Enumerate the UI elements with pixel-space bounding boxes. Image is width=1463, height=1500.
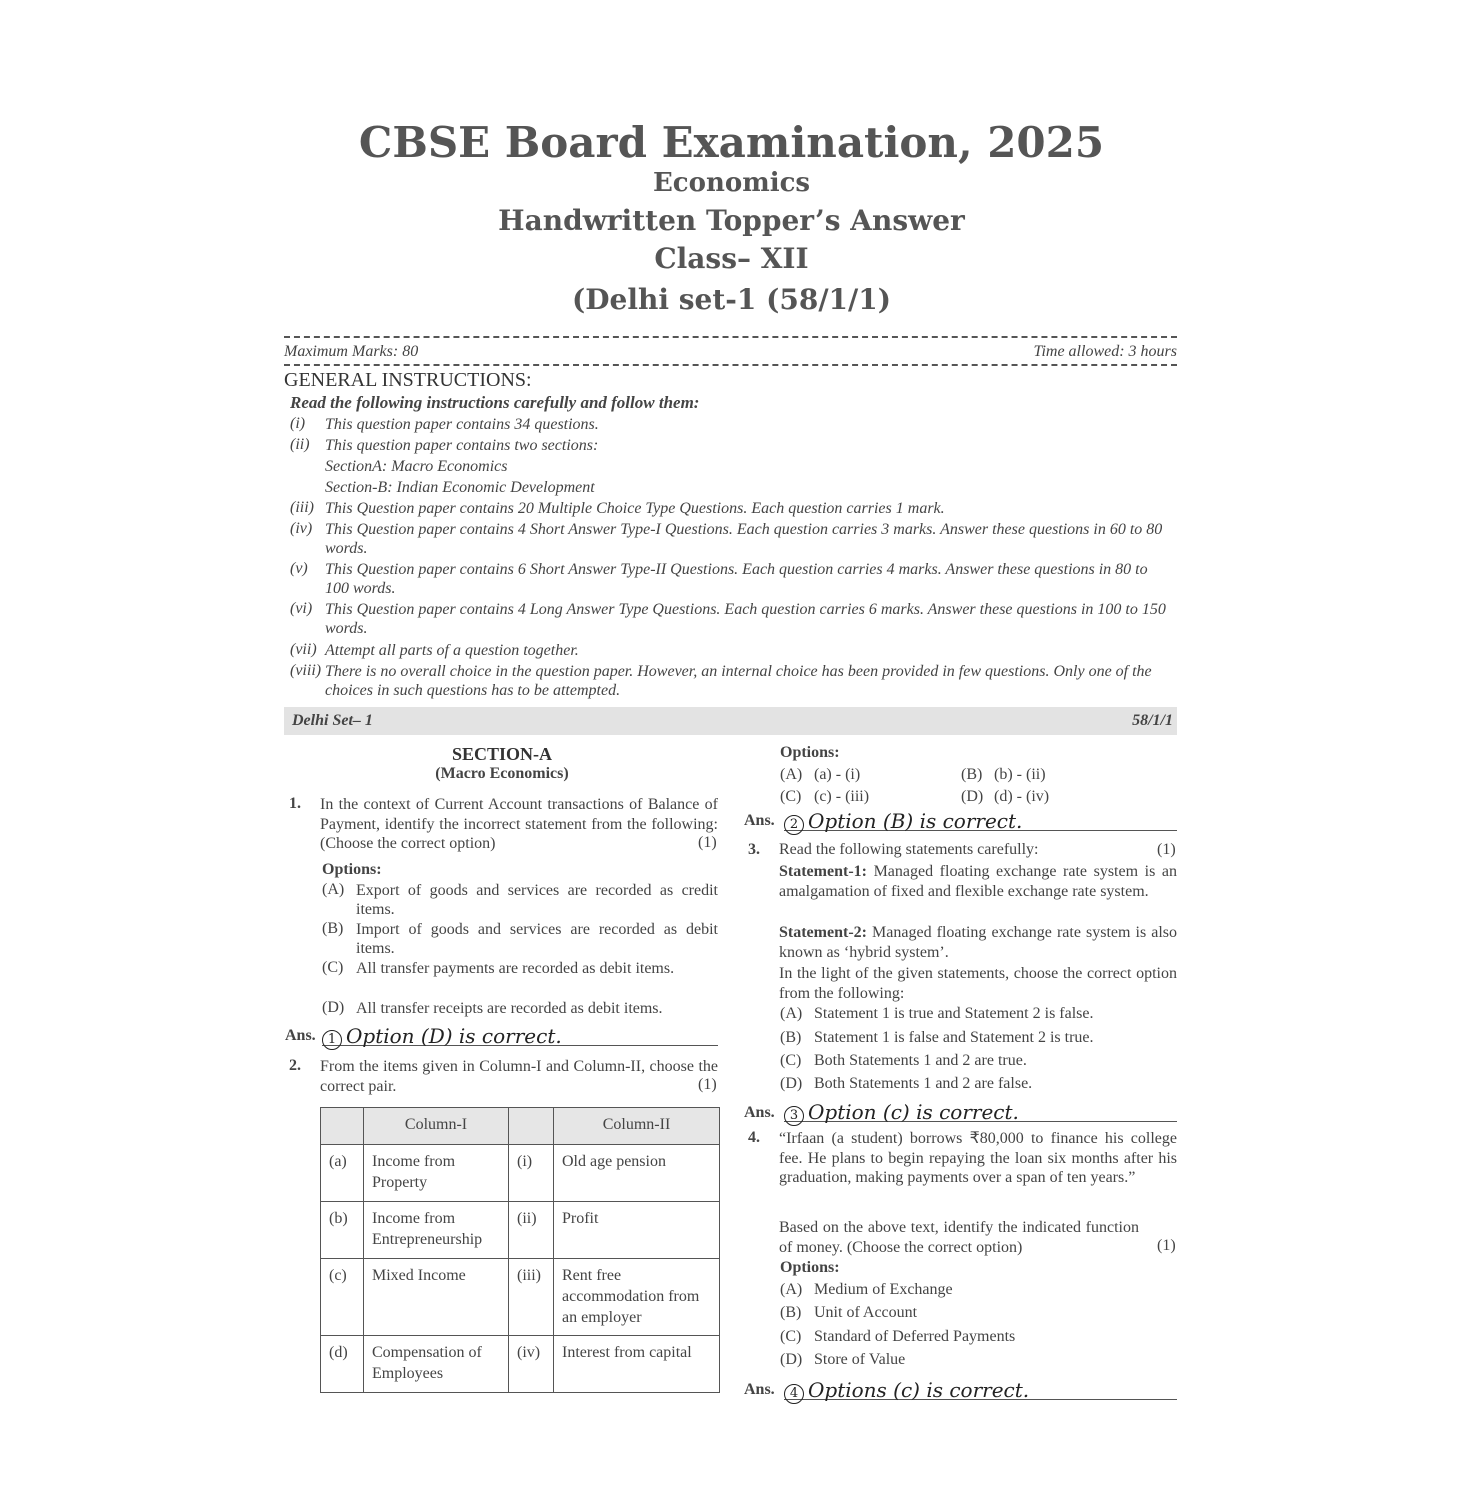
option-key: (B) xyxy=(780,1029,802,1046)
q3-statement-2 xyxy=(779,923,1177,962)
option-key: (A) xyxy=(322,881,345,898)
table-cell: (iv) xyxy=(509,1336,554,1393)
subtitle: Handwritten Topper’s Answer xyxy=(498,204,965,237)
instr-text: This Question paper contains 4 Long Answer Type Questions. Each question carries 6 marks. Answer these questions in 100 to 150 words. xyxy=(325,601,1166,637)
option-key: (A) xyxy=(780,766,803,783)
set-band xyxy=(284,707,1177,735)
q4-options-label: Options: xyxy=(780,1259,840,1276)
option-key: (B) xyxy=(780,1304,802,1321)
instr-num: (vi) xyxy=(290,600,313,617)
option-text: Both Statements 1 and 2 are true. xyxy=(814,1052,1027,1069)
answer-number: 3 xyxy=(784,1106,804,1126)
table-cell: Old age pension xyxy=(554,1145,720,1202)
table-header: Column-I xyxy=(364,1108,509,1145)
ans-label: Ans. xyxy=(744,1381,775,1398)
table-cell: (b) xyxy=(321,1202,364,1259)
option-key: (D) xyxy=(780,1075,803,1092)
option-text: (b) - (ii) xyxy=(994,766,1046,783)
option-key: (D) xyxy=(322,999,345,1016)
table-row xyxy=(321,1145,720,1202)
column-table xyxy=(320,1107,720,1393)
instr-text: Section-B: Indian Economic Development xyxy=(325,479,595,496)
table-cell: Rent free accommodation from an employer xyxy=(554,1259,720,1336)
table-row xyxy=(321,1336,720,1393)
max-marks: Maximum Marks: 80 xyxy=(284,343,419,360)
option-key: (B) xyxy=(961,766,983,783)
q3-text: Read the following statements carefully: xyxy=(779,841,1039,858)
page-title: CBSE Board Examination, 2025 xyxy=(358,118,1105,167)
option-text: All transfer payments are recorded as debit items. xyxy=(356,960,675,977)
section-title: SECTION-A xyxy=(451,744,553,764)
q1-text: In the context of Current Account transactions of Balance of Payment, identify the incorrect statement from the following: (Choose the correct option) xyxy=(320,796,718,852)
instr-num: (iii) xyxy=(290,499,314,516)
q3-statement-1 xyxy=(779,862,1177,901)
instr-text: This question paper contains two sections: xyxy=(325,437,599,454)
option-text: Import of goods and services are recorded as debit items. xyxy=(356,921,718,957)
option-text: Store of Value xyxy=(814,1351,906,1368)
table-cell: (iii) xyxy=(509,1259,554,1336)
handwritten-answer: Option (D) is correct. xyxy=(346,1024,562,1048)
option-text: Export of goods and services are recorded as credit items. xyxy=(356,882,718,918)
instr-text: There is no overall choice in the question paper. However, an internal choice has been provided in few questions. Only one of the choices in such questions has to be attempted. xyxy=(325,663,1152,699)
answer-line xyxy=(784,809,1177,831)
option-key: (C) xyxy=(322,959,344,976)
q2-marks: (1) xyxy=(698,1076,717,1093)
option-key: (A) xyxy=(780,1005,803,1022)
handwritten-answer: Option (c) is correct. xyxy=(808,1100,1019,1124)
table-cell: Profit xyxy=(554,1202,720,1259)
table-header: Column-II xyxy=(554,1108,720,1145)
handwritten-answer: Option (B) is correct. xyxy=(808,809,1023,833)
option-text: Standard of Deferred Payments xyxy=(814,1328,1016,1345)
statement-text: Managed floating exchange rate system is also known as ‘hybrid system’. xyxy=(779,924,1178,961)
option-text: (a) - (i) xyxy=(814,766,861,783)
answer-line xyxy=(784,1378,1177,1400)
ans-label: Ans. xyxy=(744,812,775,829)
table-cell: (d) xyxy=(321,1336,364,1393)
instr-num: (vii) xyxy=(290,641,317,658)
instr-text: SectionA: Macro Economics xyxy=(325,458,508,475)
set-label: (Delhi set-1 (58/1/1) xyxy=(572,283,891,316)
table-cell: Income from Property xyxy=(364,1145,509,1202)
option-key: (C) xyxy=(780,1052,802,1069)
instr-num: (iv) xyxy=(290,520,313,537)
instr-num: (viii) xyxy=(290,662,322,679)
option-key: (C) xyxy=(780,788,802,805)
instr-text: This Question paper contains 6 Short Answer Type-II Questions. Each question carries 4 marks. Answer these questions in 80 to 100 words. xyxy=(325,561,1148,597)
answer-line xyxy=(784,1100,1177,1122)
q4-marks: (1) xyxy=(1157,1237,1176,1254)
instr-num: (v) xyxy=(290,560,308,577)
instr-text: This question paper contains 34 questions. xyxy=(325,416,599,433)
time-allowed: Time allowed: 3 hours xyxy=(1033,343,1177,360)
option-text: (d) - (iv) xyxy=(994,788,1050,805)
instr-num: (ii) xyxy=(290,436,310,453)
q4-prompt: Based on the above text, identify the indicated function of money. (Choose the correct option) xyxy=(779,1219,1139,1256)
instr-text: This Question paper contains 20 Multiple Choice Type Questions. Each question carries 1 mark. xyxy=(325,500,945,517)
answer-number: 2 xyxy=(784,815,804,835)
option-key: (D) xyxy=(780,1351,803,1368)
instr-text: This Question paper contains 4 Short Answer Type-I Questions. Each question carries 3 marks. Answer these questions in 60 to 80 words. xyxy=(325,521,1163,557)
table-cell: (i) xyxy=(509,1145,554,1202)
instructions-intro: Read the following instructions carefully and follow them: xyxy=(290,393,700,412)
q4-text: “Irfaan (a student) borrows ₹80,000 to finance his college fee. He plans to begin repaying the loan six months after his graduation, making payments over a span of ten years.” xyxy=(779,1130,1177,1186)
option-text: Medium of Exchange xyxy=(814,1281,953,1298)
q1-options-label: Options: xyxy=(322,861,382,878)
table-cell: Mixed Income xyxy=(364,1259,509,1336)
table-cell: (a) xyxy=(321,1145,364,1202)
ans-label: Ans. xyxy=(285,1027,316,1044)
table-row xyxy=(321,1202,720,1259)
instr-text: Attempt all parts of a question together. xyxy=(325,642,579,659)
table-cell: Income from Entrepreneurship xyxy=(364,1202,509,1259)
statement-label: Statement-1: xyxy=(779,863,867,880)
q2-options-label: Options: xyxy=(780,744,840,761)
class-label: Class– XII xyxy=(654,242,809,275)
handwritten-answer: Options (c) is correct. xyxy=(808,1378,1030,1402)
answer-number: 1 xyxy=(322,1030,342,1050)
band-left: Delhi Set– 1 xyxy=(292,712,373,729)
option-text: Statement 1 is true and Statement 2 is false. xyxy=(814,1005,1094,1022)
table-header-blank xyxy=(509,1108,554,1145)
q3-number: 3. xyxy=(748,841,760,858)
q2-number: 2. xyxy=(289,1057,301,1074)
q2-text: From the items given in Column-I and Column-II, choose the correct pair. xyxy=(320,1058,718,1095)
table-cell: (c) xyxy=(321,1259,364,1336)
answer-number: 4 xyxy=(784,1384,804,1404)
option-key: (D) xyxy=(961,788,984,805)
ans-label: Ans. xyxy=(744,1104,775,1121)
instructions-list xyxy=(0,0,1463,700)
table-cell: Compensation of Employees xyxy=(364,1336,509,1393)
option-key: (A) xyxy=(780,1281,803,1298)
answer-line xyxy=(322,1024,718,1046)
statement-text: Managed floating exchange rate system is an amalgamation of fixed and flexible exchange rate system. xyxy=(779,863,1177,900)
option-text: Unit of Account xyxy=(814,1304,918,1321)
q1-marks: (1) xyxy=(698,834,717,851)
option-text: (c) - (iii) xyxy=(814,788,870,805)
section-subtitle: (Macro Economics) xyxy=(435,765,569,782)
option-text: Statement 1 is false and Statement 2 is true. xyxy=(814,1029,1094,1046)
q1-number: 1. xyxy=(289,795,301,812)
q3-prompt: In the light of the given statements, choose the correct option from the following: xyxy=(779,965,1177,1002)
table-cell: Interest from capital xyxy=(554,1336,720,1393)
table-cell: (ii) xyxy=(509,1202,554,1259)
subject-title: Economics xyxy=(652,168,811,198)
table-header-blank xyxy=(321,1108,364,1145)
statement-label: Statement-2: xyxy=(779,924,867,941)
instr-num: (i) xyxy=(290,415,306,432)
option-key: (C) xyxy=(780,1328,802,1345)
q3-marks: (1) xyxy=(1157,841,1176,858)
option-key: (B) xyxy=(322,920,344,937)
option-text: All transfer receipts are recorded as debit items. xyxy=(356,1000,663,1017)
instructions-heading: GENERAL INSTRUCTIONS: xyxy=(284,369,532,391)
band-right: 58/1/1 xyxy=(1132,712,1173,729)
q4-number: 4. xyxy=(748,1129,760,1146)
table-row xyxy=(321,1259,720,1336)
option-text: Both Statements 1 and 2 are false. xyxy=(814,1075,1033,1092)
